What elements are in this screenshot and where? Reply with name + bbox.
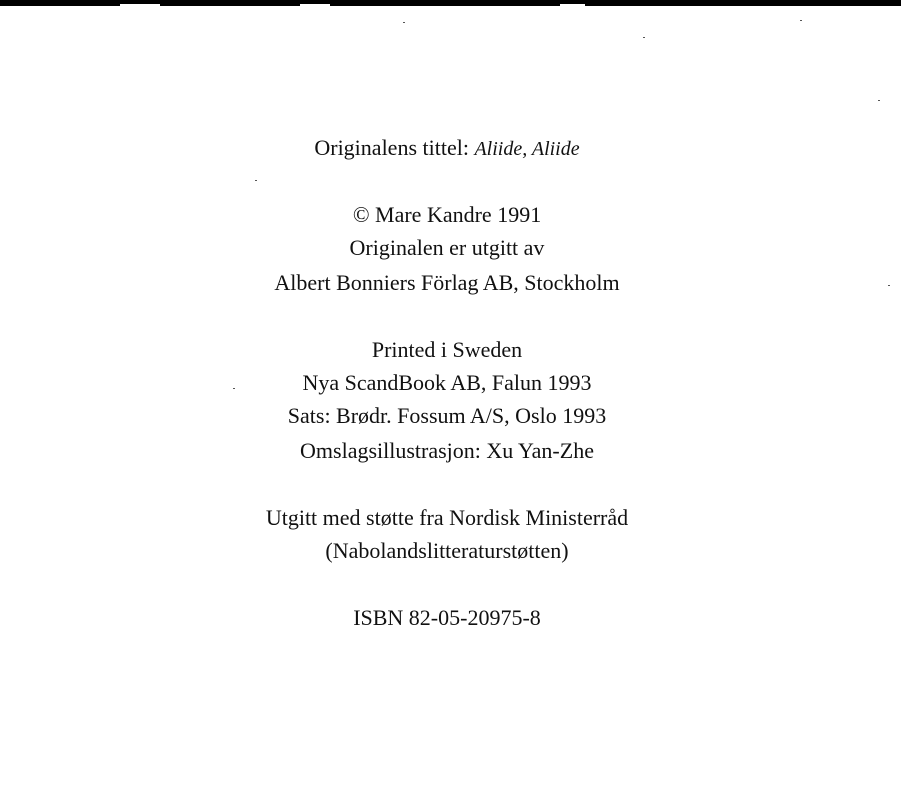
original-title-line: [0, 135, 894, 162]
copyright-notice: © Mare Kandre 1991: [352, 202, 542, 227]
original-title: Aliide, Aliide: [474, 138, 580, 160]
cover-illustration-line: Omslagsillustrasjon: Xu Yan-Zhe: [300, 438, 594, 463]
isbn: ISBN 82-05-20975-8: [353, 605, 541, 630]
printer-line: Nya ScandBook AB, Falun 1993: [302, 370, 592, 395]
support-line: Utgitt med støtte fra Nordisk Ministerråd: [265, 505, 629, 530]
original-publisher: Albert Bonniers Förlag AB, Stockholm: [274, 270, 620, 295]
printed-in: Printed i Sweden: [371, 337, 523, 362]
support-fund-line: (Nabolandslitteraturstøtten): [325, 538, 569, 563]
typesetting-line: Sats: Brødr. Fossum A/S, Oslo 1993: [287, 403, 607, 428]
original-title-label: Originalens tittel:: [314, 135, 469, 160]
published-note: Originalen er utgitt av: [349, 235, 545, 260]
